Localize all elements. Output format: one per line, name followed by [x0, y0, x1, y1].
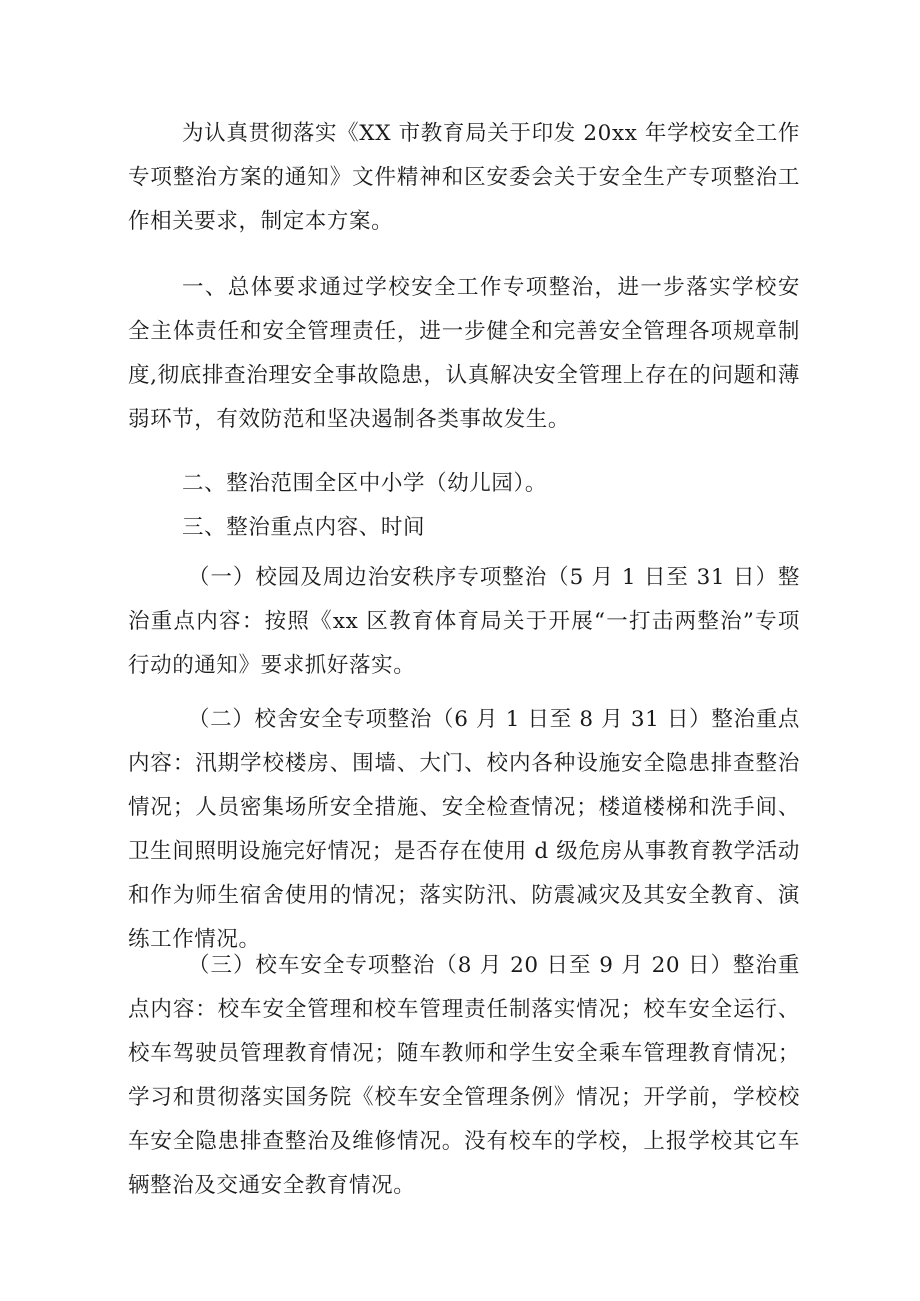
- key-content-heading: 三、整治重点内容、时间: [182, 515, 426, 540]
- scope-paragraph: 二、整治范围全区中小学（幼儿园）。: [182, 471, 547, 496]
- general-requirement-paragraph: 一、总体要求通过学校安全工作专项整治，进一步落实学校安全主体责任和安全管理责任，进一步健全和完善安全管理各项规章制度,彻底排查治理安全事故隐患，认真解决安全管理上存在的问题和薄弱环节，有效防范和坚决遏制各类事故发生。: [128, 275, 800, 432]
- sub-item-3-paragraph: （三）校车安全专项整治（8 月 20 日至 9 月 20 日）整治重点内容：校车安全管理和校车管理责任制落实情况；校车安全运行、校车驾驶员管理教育情况；随车教师和学生安全乘车管理教育情况；学习和贯彻落实国务院《校车安全管理条例》情况；开学前，学校校车安全隐患排查整治及维修情况。没有校车的学校，上报学校其它车辆整治及交通安全教育情况。: [128, 953, 800, 1198]
- intro-paragraph: 为认真贯彻落实《XX 市教育局关于印发 20xx 年学校安全工作专项整治方案的通知》文件精神和区安委会关于安全生产专项整治工作相关要求，制定本方案。: [128, 121, 800, 234]
- sub-item-1-paragraph: （一）校园及周边治安秩序专项整治（5 月 1 日至 31 日）整治重点内容：按照《xx 区教育体育局关于开展“一打击两整治”专项行动的通知》要求抓好落实。: [128, 565, 800, 678]
- sub-item-2-paragraph: （二）校舍安全专项整治（6 月 1 日至 8 月 31 日）整治重点内容：汛期学校楼房、围墙、大门、校内各种设施安全隐患排查整治情况；人员密集场所安全措施、安全检查情况；楼道楼梯和洗手间、卫生间照明设施完好情况；是否存在使用 d 级危房从事教育教学活动和作为师生宿舍使用的情况；落实防汛、防震减灾及其安全教育、演练工作情况。: [128, 707, 800, 952]
